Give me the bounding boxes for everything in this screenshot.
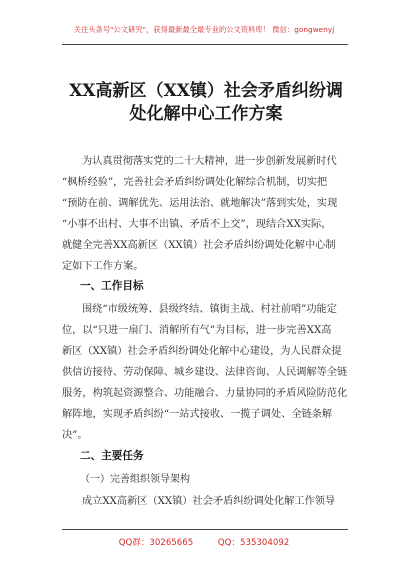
intro-line: “枫桥经验”，完善社会矛盾纠纷调处化解综合机制，切实把 [62,177,328,188]
section1-line: 供信访接待、劳动保障、城乡建设、法律咨询、人民调解等全链 [62,367,348,378]
footer-qq-group: QQ群：30265665 [118,538,194,548]
header-rule [62,44,348,45]
section1-line: 位，以“只进一扇门、消解所有气”为目标，进一步完善XX高 [62,325,332,336]
intro-line: 为认真贯彻落实党的二十大精神，进一步创新发展新时代 [82,156,337,167]
title-line-2: 处化解中心工作方案 [129,104,283,124]
intro-line: 就健全完善XX高新区（XX镇）社会矛盾纠纷调处化解中心制 [62,240,336,251]
header-note: 关注头条号"公文研究"，获得最新最全最专业的公文资料库！ 微信：gongwenyj [73,25,335,34]
section1-line: 决”。 [62,430,88,441]
intro-line: “小事不出村、大事不出镇、矛盾不上交”，现结合XX实际， [62,219,332,230]
intro-line: “预防在前、调解优先、运用法治、就地解决”落到实处，实现 [62,198,338,209]
document-title [60,80,352,126]
section-heading-tasks: 二、主要任务 [80,450,144,462]
footer-rule [62,529,348,530]
intro-line: 定如下工作方案。 [62,261,144,272]
title-line-1: XX高新区（XX镇）社会矛盾纠纷调 [69,81,343,101]
subsection-heading: （一）完善组织领导架构 [80,474,190,485]
section2-line: 成立XX高新区（XX镇）社会矛盾纠纷调处化解工作领导 [82,496,336,507]
section1-line: 围绕“市级统筹、县级终结、镇街主战、村社前哨”功能定 [82,304,337,315]
section1-line: 解阵地，实现矛盾纠纷“一站式接收、一揽子调处、全链条解 [62,409,333,420]
footer [0,536,408,548]
footer-qq: QQ：535304092 [217,538,290,548]
section1-line: 新区（XX镇）社会矛盾纠纷调处化解中心建设，为人民群众提 [62,346,342,357]
section1-line: 服务，构筑起资源整合、功能融合、力量协同的矛盾风险防范化 [62,388,348,399]
section-heading-goals: 一、工作目标 [80,280,144,292]
